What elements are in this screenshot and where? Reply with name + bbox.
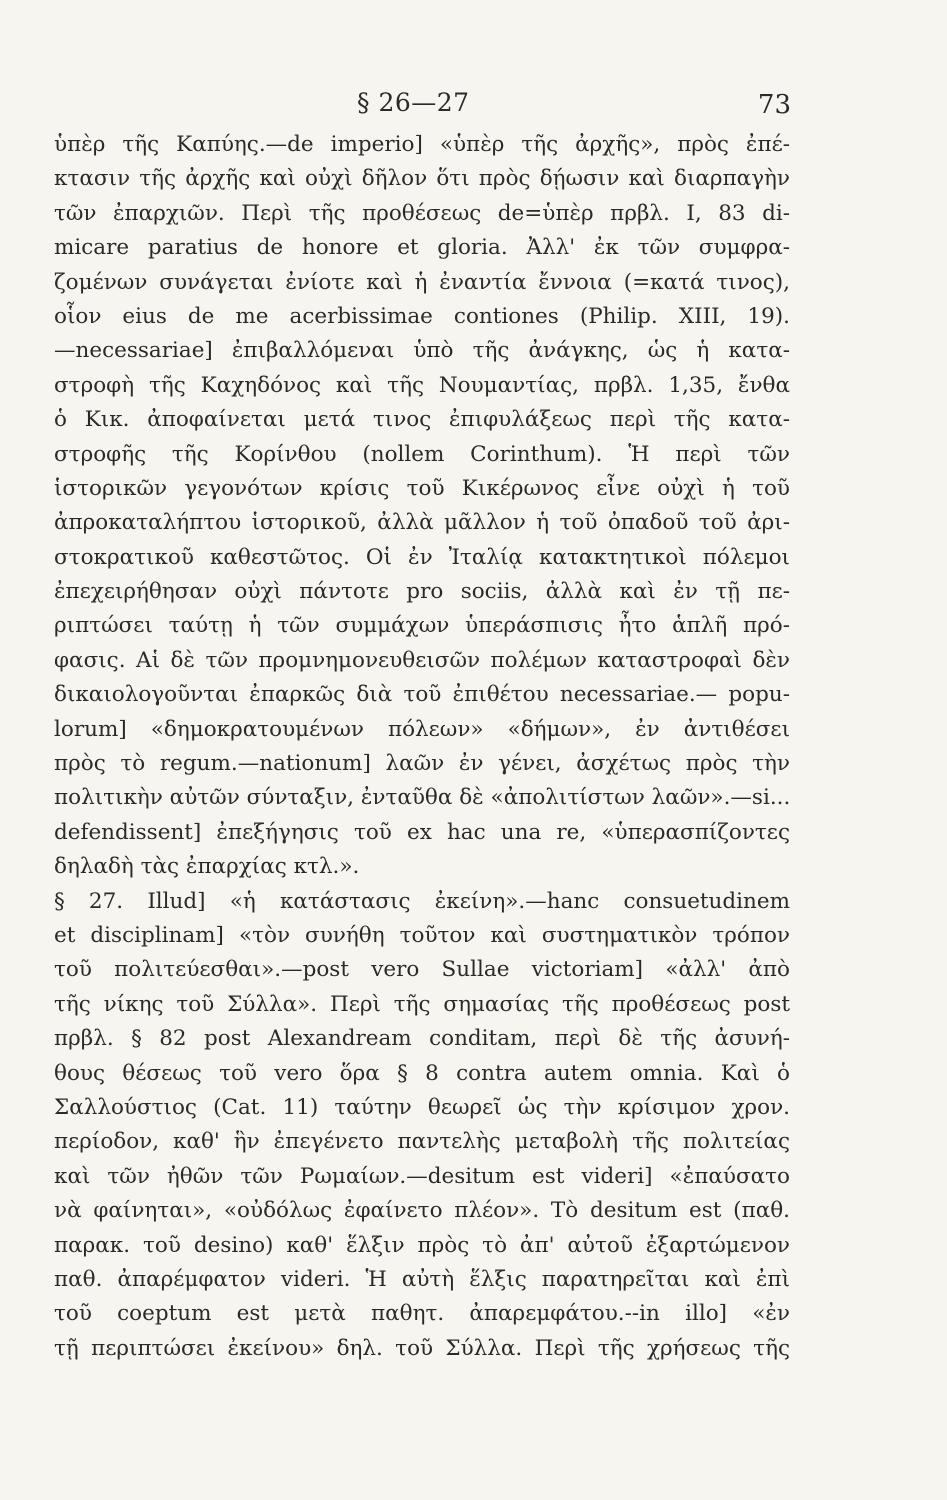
text-line: Σαλλούστιος (Cat. 11) ταύτην θεωρεῖ ὡς τὴν κρίσιμον χρον. (54, 1094, 790, 1120)
running-header (0, 88, 947, 124)
text-line: στροφὴ τῆς Καχηδόνος καὶ τῆς Νουμαντίας, πρβλ. 1,35, ἔνθα (54, 372, 790, 398)
text-line: ἱστορικῶν γεγονότων κρίσις τοῦ Κικέρωνος εἶνε οὐχὶ ἡ τοῦ (54, 475, 790, 501)
text-line: ὑπὲρ τῆς Καπύης.—de imperio] «ὑπὲρ τῆς ἀρχῆς», πρὸς ἐπέ- (54, 132, 790, 157)
text-line: § 27. Illud] «ἡ κατάστασις ἐκείνη».—hanc consuetudinem (54, 888, 790, 914)
text-line: περίοδον, καθ' ἣν ἐπεγένετο παντελὴς μεταβολὴ τῆς πολιτείας (54, 1129, 790, 1155)
text-line: τῶν ἐπαρχιῶν. Περὶ τῆς προθέσεως de=ὑπὲρ πρβλ. I, 83 di- (54, 200, 790, 226)
text-line: παρακ. τοῦ desino) καθ' ἕλξιν πρὸς τὸ ἀπ' αὐτοῦ ἐξαρτώμενον (54, 1232, 790, 1258)
text-line: τοῦ πολιτεύεσθαι».—post vero Sullae victoriam] «ἀλλ' ἀπὸ (54, 957, 790, 983)
text-line: τοῦ coeptum est μετὰ παθητ. ἀπαρεμφάτου.--in illo] «ἐν (54, 1301, 790, 1327)
text-line: defendissent] ἐπεξήγησις τοῦ ex hac una re, «ὑπερασπίζοντες (54, 819, 790, 845)
text-line: πρβλ. § 82 post Alexandream conditam, περὶ δὲ τῆς ἀσυνή- (54, 1026, 790, 1052)
text-line: δικαιολογοῦνται ἐπαρκῶς διὰ τοῦ ἐπιθέτου necessariae.— popu- (54, 682, 790, 708)
page-number: 73 (757, 90, 791, 120)
text-line: οἷον eius de me acerbissimae contiones (Philip. XIII, 19). (54, 303, 790, 329)
text-line: micare paratius de honore et gloria. Ἀλλ' ἐκ τῶν συμφρα- (54, 235, 790, 261)
text-line: νὰ φαίνηται», «οὐδόλως ἐφαίνετο πλέον». Τὸ desitum est (παθ. (54, 1198, 790, 1224)
text-line: καὶ τῶν ἠθῶν τῶν Ρωμαίων.—desitum est videri] «ἐπαύσατο (54, 1163, 790, 1189)
text-line: παθ. ἀπαρέμφατον videri. Ἡ αὐτὴ ἕλξις παρατηρεῖται καὶ ἐπὶ (54, 1266, 790, 1292)
text-line: lorum] «δημοκρατουμένων πόλεων» «δήμων», ἐν ἀντιθέσει (54, 716, 790, 742)
text-line: πολιτικὴν αὐτῶν σύνταξιν, ἐνταῦθα δὲ «ἀπολιτίστων λαῶν».—si... (54, 785, 790, 811)
text-line: ἐπεχειρήθησαν οὐχὶ πάντοτε pro sociis, ἀλλὰ καὶ ἐν τῇ πε- (54, 579, 790, 605)
text-line: δηλαδὴ τὰς ἐπαρχίας κτλ.». (54, 854, 360, 880)
text-line: —necessariae] ἐπιβαλλόμεναι ὑπὸ τῆς ἀνάγκης, ὡς ἡ κατα- (54, 338, 790, 364)
commentary-text (54, 128, 790, 1366)
text-line: στροφῆς τῆς Κορίνθου (nollem Corinthum). Ἡ περὶ τῶν (54, 441, 790, 467)
text-line: φασις. Αἱ δὲ τῶν προμνημονευθεισῶν πολέμων καταστροφαὶ δὲν (54, 647, 790, 673)
text-line: κτασιν τῆς ἀρχῆς καὶ οὐχὶ δῆλον ὅτι πρὸς δῄωσιν καὶ διαρπαγὴν (54, 166, 790, 192)
section-marker: § 26—27 (357, 88, 470, 117)
text-line: ριπτώσει ταύτῃ ἡ τῶν συμμάχων ὑπεράσπισις ἦτο ἁπλῆ πρό- (54, 613, 790, 639)
text-line: θους θέσεως τοῦ vero ὅρα § 8 contra autem omnia. Καὶ ὁ (54, 1060, 790, 1086)
text-line: ὁ Κικ. ἀποφαίνεται μετά τινος ἐπιφυλάξεως περὶ τῆς κατα- (54, 407, 790, 433)
text-line: ἀπροκαταλήπτου ἱστορικοῦ, ἀλλὰ μᾶλλον ἡ τοῦ ὀπαδοῦ τοῦ ἀρι- (54, 510, 790, 536)
text-line: στοκρατικοῦ καθεστῶτος. Οἱ ἐν Ἰταλίᾳ κατακτητικοὶ πόλεμοι (54, 544, 790, 570)
text-line: ζομένων συνάγεται ἐνίοτε καὶ ἡ ἐναντία ἔννοια (=κατά τινος), (54, 269, 790, 295)
text-line: τῆς νίκης τοῦ Σύλλα». Περὶ τῆς σημασίας τῆς προθέσεως post (54, 991, 790, 1017)
text-line: τῇ περιπτώσει ἐκείνου» δηλ. τοῦ Σύλλα. Περὶ τῆς χρήσεως τῆς (54, 1335, 790, 1361)
text-line: et disciplinam] «τὸν συνήθη τοῦτον καὶ συστηματικὸν τρόπον (54, 922, 790, 948)
text-line: πρὸς τὸ regum.—nationum] λαῶν ἐν γένει, ἀσχέτως πρὸς τὴν (54, 751, 790, 777)
